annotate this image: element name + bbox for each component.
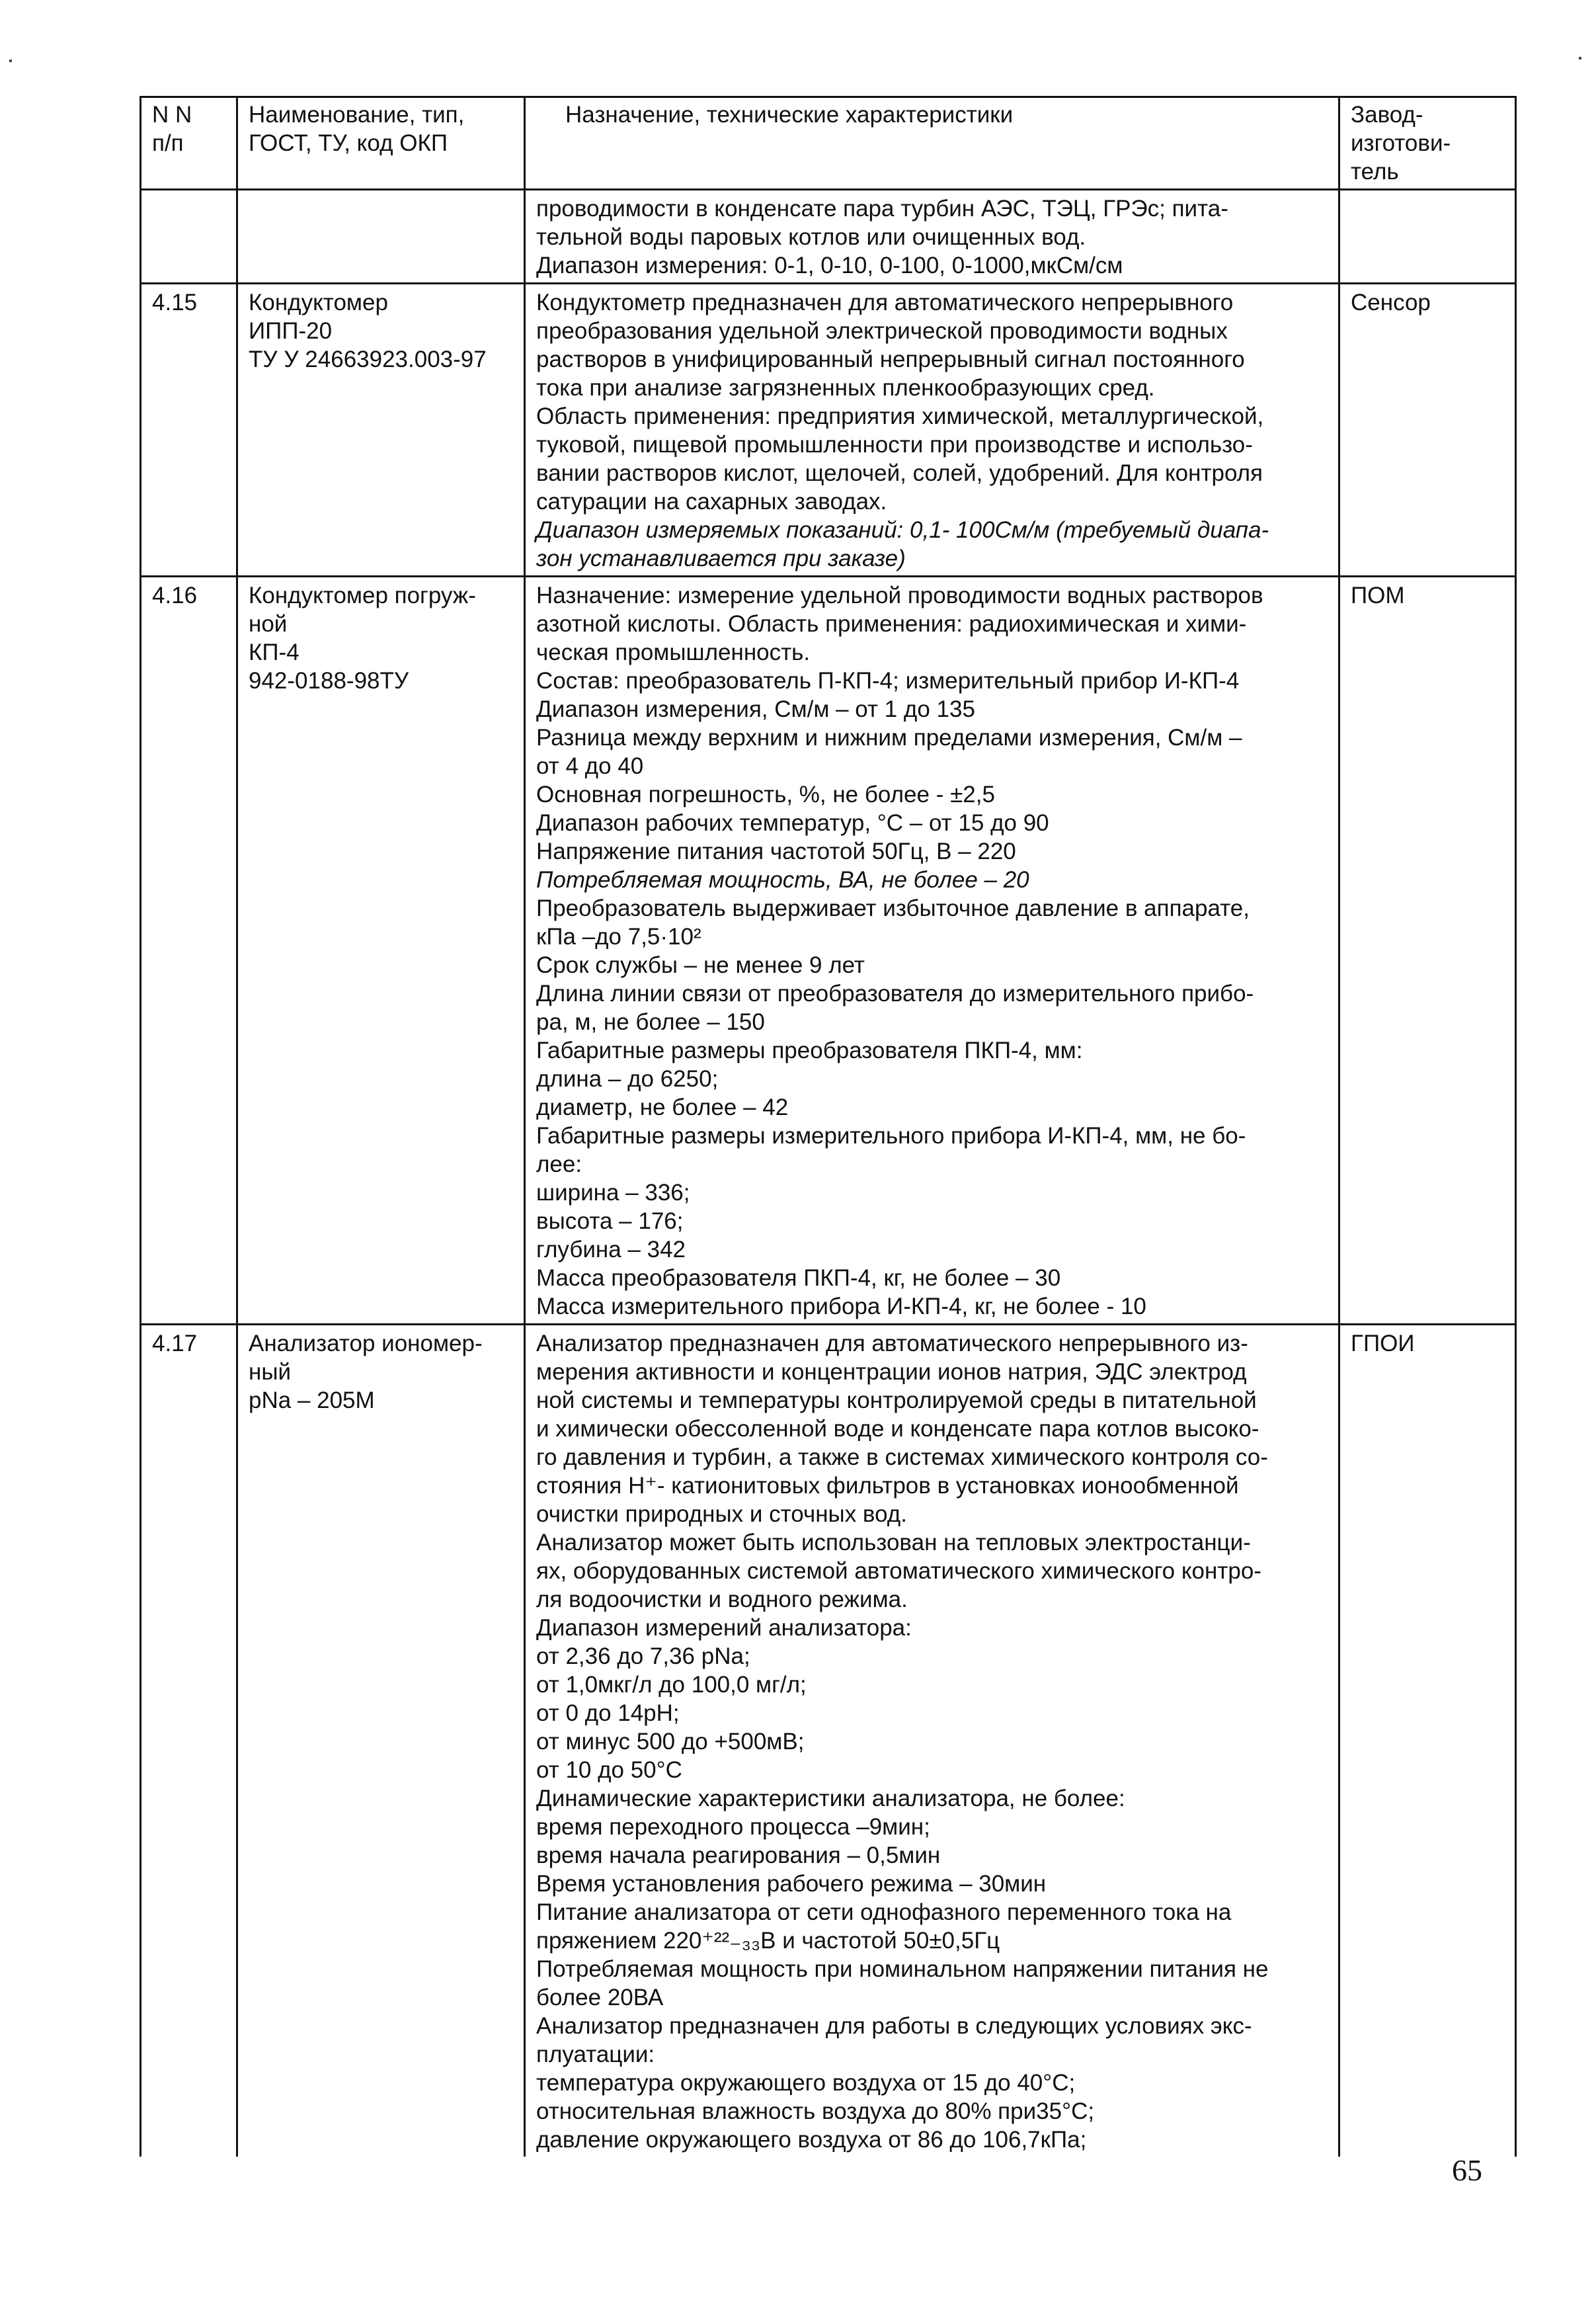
description-line: Анализатор предназначен для работы в следующих условиях экс- (536, 2013, 1252, 2039)
row-manufacturer-cell (1339, 284, 1516, 577)
description-line: Диапазон измерения, См/м – от 1 до 135 (536, 696, 975, 722)
description-line: от 1,0мкг/л до 100,0 мг/л; (536, 1672, 807, 1698)
row-number-cell (141, 284, 237, 577)
description-line: длина – до 6250; (536, 1066, 719, 1092)
description-line: Диапазон измеряемых показаний: 0,1- 100См/м (требуемый диапа- (536, 517, 1269, 543)
description-line: Габаритные размеры преобразователя ПКП-4, мм: (536, 1038, 1083, 1063)
description-line: Разница между верхним и нижним пределами измерения, См/м – (536, 725, 1242, 751)
description-line: Область применения: предприятия химической, металлургической, (536, 403, 1264, 429)
equipment-table (140, 96, 1517, 2157)
description-line: проводимости в конденсате пара турбин АЭС, ТЭЦ, ГРЭс; пита- (536, 196, 1228, 222)
row-name-cell (237, 190, 525, 284)
description-line: пряжением 220⁺²²₋₃₃В и частотой 50±0,5Гц (536, 1928, 1000, 1954)
description-line: давление окружающего воздуха от 86 до 106,7кПа; (536, 2127, 1087, 2153)
description-line: Масса преобразователя ПКП-4, кг, не более – 30 (536, 1265, 1061, 1291)
description-line: время начала реагирования – 0,5мин (536, 1842, 941, 1868)
description-line: от 10 до 50°С (536, 1757, 682, 1783)
table-header-row (141, 97, 1516, 190)
description-line: Масса измерительного прибора И-КП-4, кг, не более - 10 (536, 1294, 1146, 1319)
description-line: ной системы и температуры контролируемой среды в питательной (536, 1387, 1257, 1413)
description-line: высота – 176; (536, 1208, 684, 1234)
table-row (141, 284, 1516, 577)
description-line: более 20ВА (536, 1985, 664, 2010)
description-line: Основная погрешность, %, не более - ±2,5 (536, 782, 995, 807)
row-number: 4.16 (152, 583, 198, 608)
description-line: от 0 до 14pH; (536, 1700, 680, 1726)
description-line: Анализатор предназначен для автоматического непрерывного из- (536, 1331, 1248, 1356)
description-line: Длина линии связи от преобразователя до измерительного прибо- (536, 981, 1254, 1007)
table-body (141, 190, 1516, 2157)
description-line: Габаритные размеры измерительного прибора И-КП-4, мм, не бо- (536, 1123, 1246, 1149)
description-line: вании растворов кислот, щелочей, солей, удобрений. Для контроля (536, 460, 1263, 486)
description-line: растворов в унифицированный непрерывный сигнал постоянного (536, 347, 1245, 372)
description-line: Время установления рабочего режима – 30мин (536, 1871, 1047, 1897)
row-manufacturer: Сенсор (1351, 290, 1431, 315)
description-line: сатурации на сахарных заводах. (536, 489, 887, 515)
description-line: Напряжение питания частотой 50Гц, В – 220 (536, 839, 1016, 864)
row-name: Кондуктомер погруж- ной КП-4 942-0188-98ТУ (249, 583, 476, 694)
table-row (141, 1325, 1516, 2157)
description-line: тельной воды паровых котлов или очищенных вод. (536, 224, 1086, 250)
row-name-cell (237, 284, 525, 577)
description-line: Преобразователь выдерживает избыточное давление в аппарате, (536, 895, 1250, 921)
description-line: диаметр, не более – 42 (536, 1095, 789, 1120)
row-manufacturer-cell (1339, 190, 1516, 284)
row-number: 4.15 (152, 290, 198, 315)
description-line: Потребляемая мощность при номинальном напряжении питания не (536, 1956, 1269, 1982)
header-cell-manufacturer: Завод- изготови- тель (1339, 97, 1516, 190)
row-number-cell (141, 190, 237, 284)
row-number-cell (141, 1325, 237, 2157)
description-line: от минус 500 до +500мВ; (536, 1729, 805, 1755)
description-line: Состав: преобразователь П-КП-4; измерительный прибор И-КП-4 (536, 668, 1240, 694)
header-cell-name: Наименование, тип, ГОСТ, ТУ, код ОКП (237, 97, 525, 190)
table-row (141, 190, 1516, 284)
description-line: Анализатор может быть использован на тепловых электростанци- (536, 1530, 1251, 1555)
description-line: Диапазон рабочих температур, °С – от 15 до 90 (536, 810, 1049, 836)
description-line: ра, м, не более – 150 (536, 1009, 765, 1035)
description-line: очистки природных и сточных вод. (536, 1501, 907, 1527)
description-line: плуатации: (536, 2042, 655, 2067)
row-number: 4.17 (152, 1331, 198, 1356)
description-line: зон устанавливается при заказе) (536, 546, 906, 571)
row-description-cell (525, 1325, 1339, 2157)
description-line: Назначение: измерение удельной проводимости водных растворов (536, 583, 1263, 608)
row-description-cell (525, 577, 1339, 1325)
description-line: глубина – 342 (536, 1237, 686, 1262)
description-line: и химически обессоленной воде и конденсате пара котлов высоко- (536, 1416, 1259, 1442)
description-line: го давления и турбин, а также в системах химического контроля со- (536, 1444, 1268, 1470)
description-line: время переходного процесса –9мин; (536, 1814, 930, 1840)
table-row (141, 577, 1516, 1325)
description-line: мерения активности и концентрации ионов натрия, ЭДС электрод (536, 1359, 1247, 1385)
description-line: лее: (536, 1151, 582, 1177)
description-line: азотной кислоты. Область применения: радиохимическая и хими- (536, 611, 1247, 637)
row-name: Кондуктомер ИПП-20 ТУ У 24663923.003-97 (249, 290, 487, 372)
description-line: ля водоочистки и водного режима. (536, 1587, 908, 1612)
description-line: температура окружающего воздуха от 15 до 40°С; (536, 2070, 1076, 2096)
row-manufacturer-cell (1339, 577, 1516, 1325)
row-description-cell (525, 190, 1339, 284)
description-line: Срок службы – не менее 9 лет (536, 952, 865, 978)
description-line: ширина – 336; (536, 1180, 690, 1206)
scan-speck (1579, 57, 1581, 60)
header-cell-number: N N п/п (141, 97, 237, 190)
row-manufacturer: ПОМ (1351, 583, 1405, 608)
header-cell-purpose: Назначение, технические характеристики (525, 97, 1339, 190)
row-number-cell (141, 577, 237, 1325)
description-line: Потребляемая мощность, ВА, не более – 20 (536, 867, 1029, 893)
description-line: преобразования удельной электрической проводимости водных (536, 318, 1228, 344)
description-line: относительная влажность воздуха до 80% при35°С; (536, 2098, 1095, 2124)
description-line: Динамические характеристики анализатора, не более: (536, 1786, 1125, 1811)
description-line: от 2,36 до 7,36 pNa; (536, 1643, 750, 1669)
description-line: Кондуктометр предназначен для автоматического непрерывного (536, 290, 1234, 315)
row-manufacturer-cell (1339, 1325, 1516, 2157)
description-line: ческая промышленность. (536, 640, 811, 665)
row-manufacturer: ГПОИ (1351, 1331, 1415, 1356)
row-description-cell (525, 284, 1339, 577)
description-line: от 4 до 40 (536, 753, 644, 779)
description-line: Диапазон измерений анализатора: (536, 1615, 912, 1641)
scan-speck (9, 60, 12, 62)
description-line: ях, оборудованных системой автоматического химического контро- (536, 1558, 1261, 1584)
page-number: 65 (1452, 2153, 1482, 2187)
row-name-cell (237, 1325, 525, 2157)
description-line: туковой, пищевой промышленности при производстве и использо- (536, 432, 1253, 458)
description-line: стояния Н⁺- катионитовых фильтров в установках ионообменной (536, 1473, 1239, 1499)
row-name: Анализатор иономер- ный pNa – 205М (249, 1331, 483, 1413)
description-line: тока при анализе загрязненных пленкообразующих сред. (536, 375, 1155, 401)
description-line: Питание анализатора от сети однофазного переменного тока на (536, 1899, 1232, 1925)
description-line: кПа –до 7,5·10² (536, 924, 701, 950)
row-name-cell (237, 577, 525, 1325)
description-line: Диапазон измерения: 0-1, 0-10, 0-100, 0-1000,мкСм/см (536, 253, 1123, 278)
